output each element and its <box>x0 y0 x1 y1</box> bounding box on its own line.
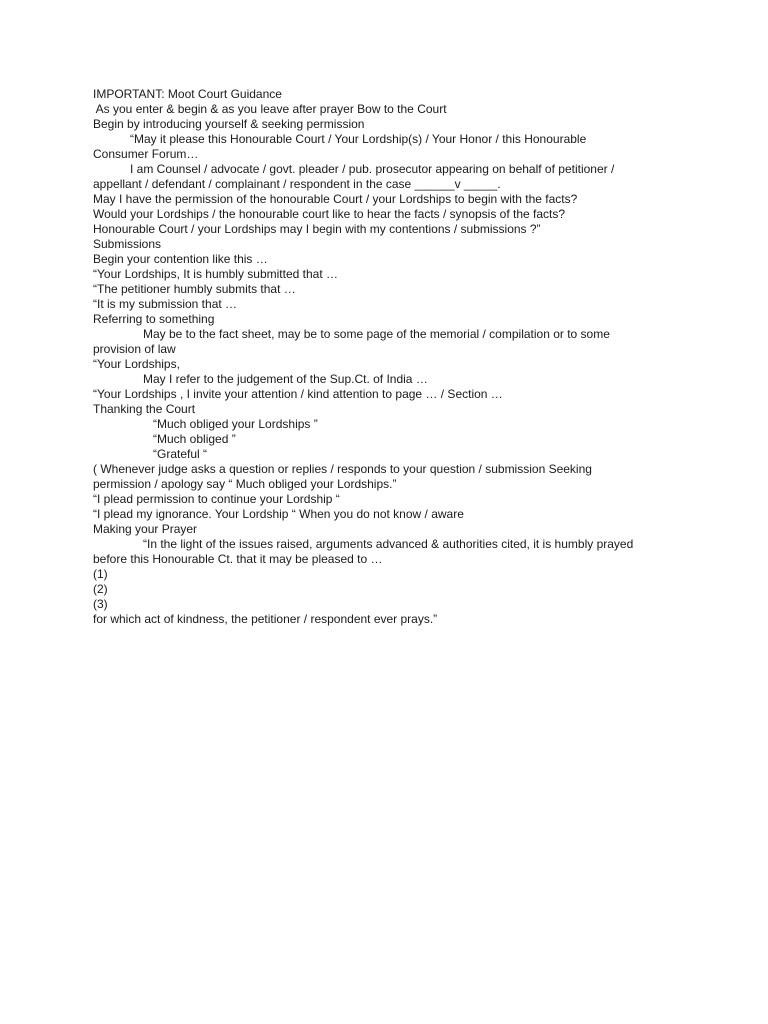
text-line: Honourable Court / your Lordships may I begin with my contentions / submissions ?” <box>93 222 541 236</box>
text-line: provision of law <box>93 342 176 356</box>
text-line: for which act of kindness, the petitioner / respondent ever prays.” <box>93 612 438 626</box>
text-line: appellant / defendant / complainant / respondent in the case ______v _____. <box>93 177 501 191</box>
text-line: “The petitioner humbly submits that … <box>93 282 296 296</box>
text-line: Begin your contention like this … <box>93 252 268 266</box>
text-line: Consumer Forum… <box>93 147 199 161</box>
document-text <box>93 87 713 627</box>
text-line: “I plead my ignorance. Your Lordship “ When you do not know / aware <box>93 507 464 521</box>
text-line: “I plead permission to continue your Lordship “ <box>93 492 340 506</box>
list-item: (3) <box>93 597 108 611</box>
text-line: Begin by introducing yourself & seeking permission <box>93 117 365 131</box>
section-heading: Referring to something <box>93 312 215 326</box>
text-line: “Much obliged ” <box>153 432 236 446</box>
text-line: As you enter & begin & as you leave after prayer Bow to the Court <box>93 102 447 116</box>
text-line: permission / apology say “ Much obliged your Lordships.” <box>93 477 397 491</box>
list-item: (2) <box>93 582 108 596</box>
list-item: (1) <box>93 567 108 581</box>
text-line: “Your Lordships, It is humbly submitted that … <box>93 267 339 281</box>
text-line: Would your Lordships / the honourable court like to hear the facts / synopsis of the facts? <box>93 207 566 221</box>
section-heading: Making your Prayer <box>93 522 198 536</box>
text-line: “Grateful “ <box>153 447 208 461</box>
text-line: “It is my submission that … <box>93 297 238 311</box>
section-heading: Submissions <box>93 237 162 251</box>
document-title: IMPORTANT: Moot Court Guidance <box>93 87 282 101</box>
text-line: before this Honourable Ct. that it may be pleased to … <box>93 552 383 566</box>
section-heading: Thanking the Court <box>93 402 196 416</box>
text-line: “Much obliged your Lordships ” <box>153 417 318 431</box>
text-line: “In the light of the issues raised, arguments advanced & authorities cited, it is humbly prayed <box>143 537 634 551</box>
text-line: “May it please this Honourable Court / Your Lordship(s) / Your Honor / this Honourable <box>130 132 587 146</box>
text-line: May I refer to the judgement of the Sup.Ct. of India … <box>143 372 428 386</box>
text-line: May be to the fact sheet, may be to some page of the memorial / compilation or to some <box>143 327 610 341</box>
text-line: “Your Lordships, <box>93 357 180 371</box>
text-line: May I have the permission of the honourable Court / your Lordships to begin with the facts? <box>93 192 578 206</box>
text-line: I am Counsel / advocate / govt. pleader / pub. prosecutor appearing on behalf of petitioner / <box>130 162 615 176</box>
text-line: ( Whenever judge asks a question or replies / responds to your question / submission Seeking <box>93 462 592 476</box>
text-line: “Your Lordships , I invite your attention / kind attention to page … / Section … <box>93 387 503 401</box>
